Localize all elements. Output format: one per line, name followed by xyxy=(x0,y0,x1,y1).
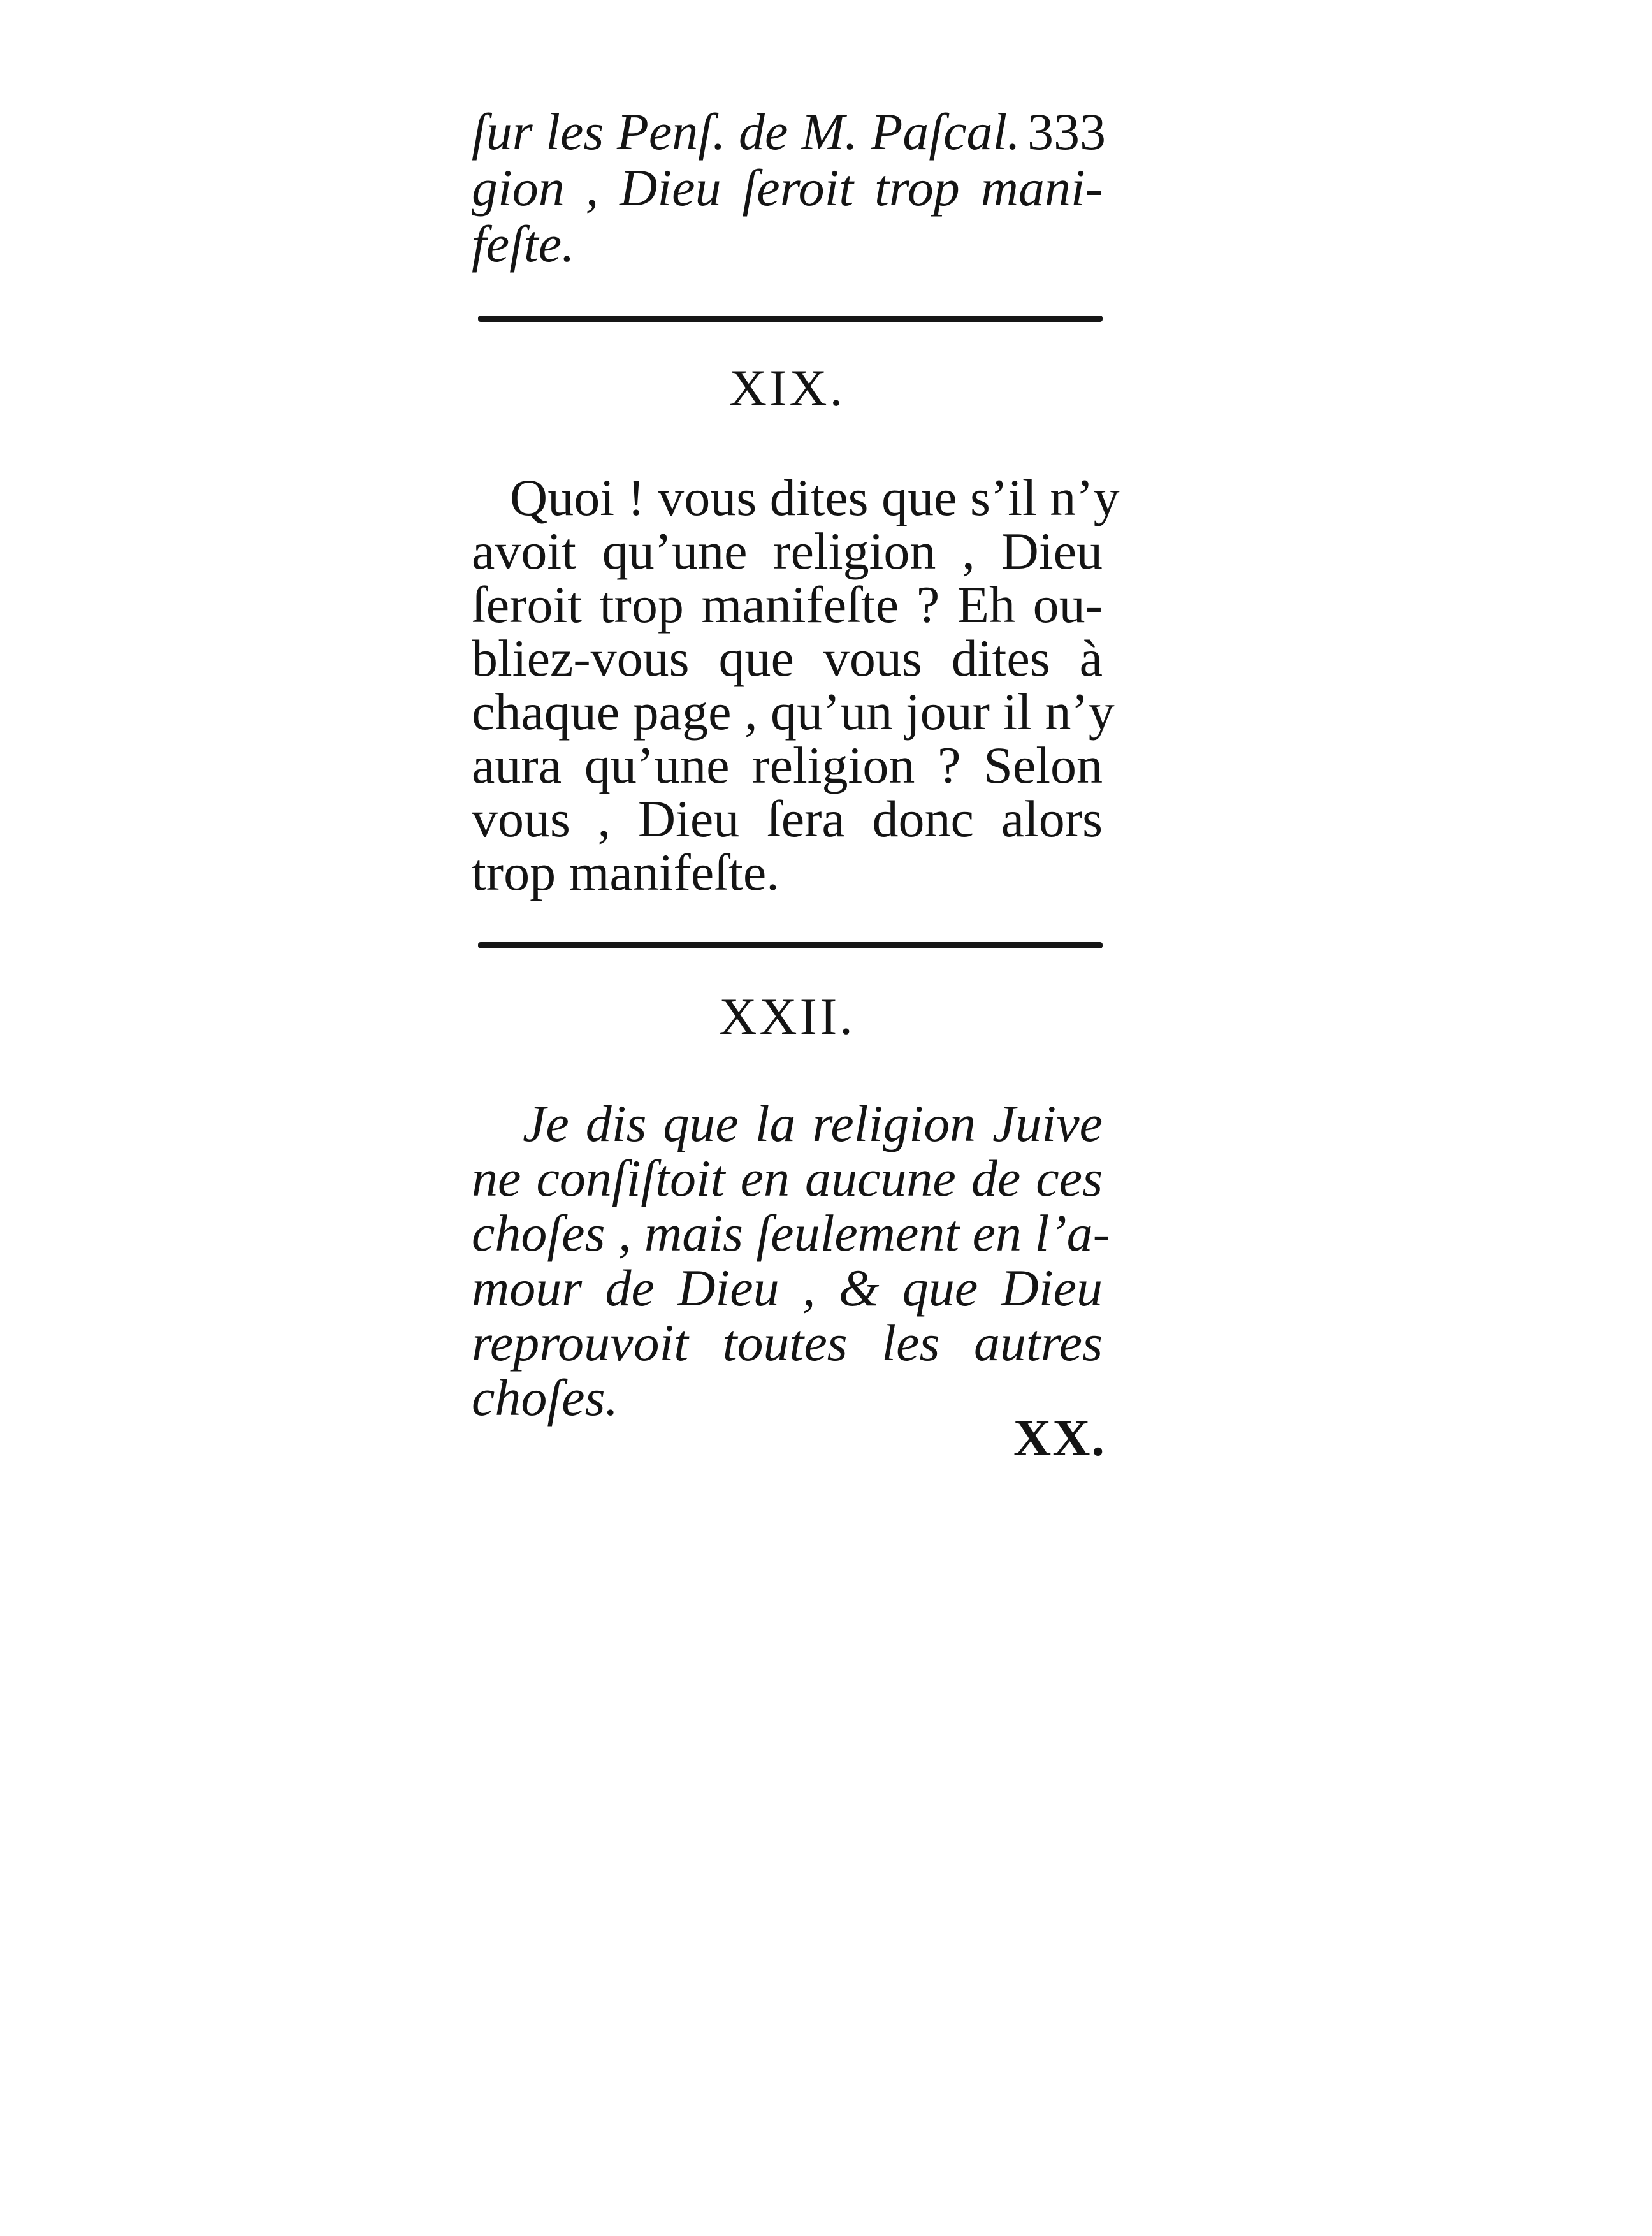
paragraph-line: trop manifeſte. xyxy=(472,843,779,901)
quote-line: Je dis que la religion Juive xyxy=(523,1094,1103,1152)
section-divider xyxy=(478,316,1103,322)
section-heading-xix: XIX. xyxy=(728,359,846,417)
paragraph-line: bliez-vous que vous dites à xyxy=(472,629,1103,687)
section-divider xyxy=(478,942,1103,948)
quote-line: choſes , mais ſeulement en l’a- xyxy=(472,1204,1110,1262)
catchword: XX. xyxy=(1013,1409,1106,1467)
paragraph-line: vous , Dieu ſera donc alors xyxy=(472,790,1103,848)
paragraph-line: aura qu’une religion ? Selon xyxy=(472,736,1103,794)
intro-line: feſte. xyxy=(472,215,575,273)
running-title: ſur les Penſ. de M. Paſcal. xyxy=(472,103,1020,161)
section-heading-xxii: XXII. xyxy=(719,987,855,1045)
intro-line: gion , Dieu ſeroit trop mani- xyxy=(472,159,1103,217)
page-number: 333 xyxy=(1027,103,1106,161)
paragraph-line: ſeroit trop manifeſte ? Eh ou- xyxy=(472,576,1103,634)
paragraph-line: chaque page , qu’un jour il n’y xyxy=(472,683,1115,741)
quote-line: choſes. xyxy=(472,1368,618,1427)
paragraph-line: avoit qu’une religion , Dieu xyxy=(472,522,1103,580)
quote-line: mour de Dieu , & que Dieu xyxy=(472,1259,1103,1317)
paragraph-line: Quoi ! vous dites que s’il n’y xyxy=(510,468,1120,526)
quote-line: reprouvoit toutes les autres xyxy=(472,1314,1103,1372)
quote-line: ne conſiſtoit en aucune de ces xyxy=(472,1149,1103,1207)
